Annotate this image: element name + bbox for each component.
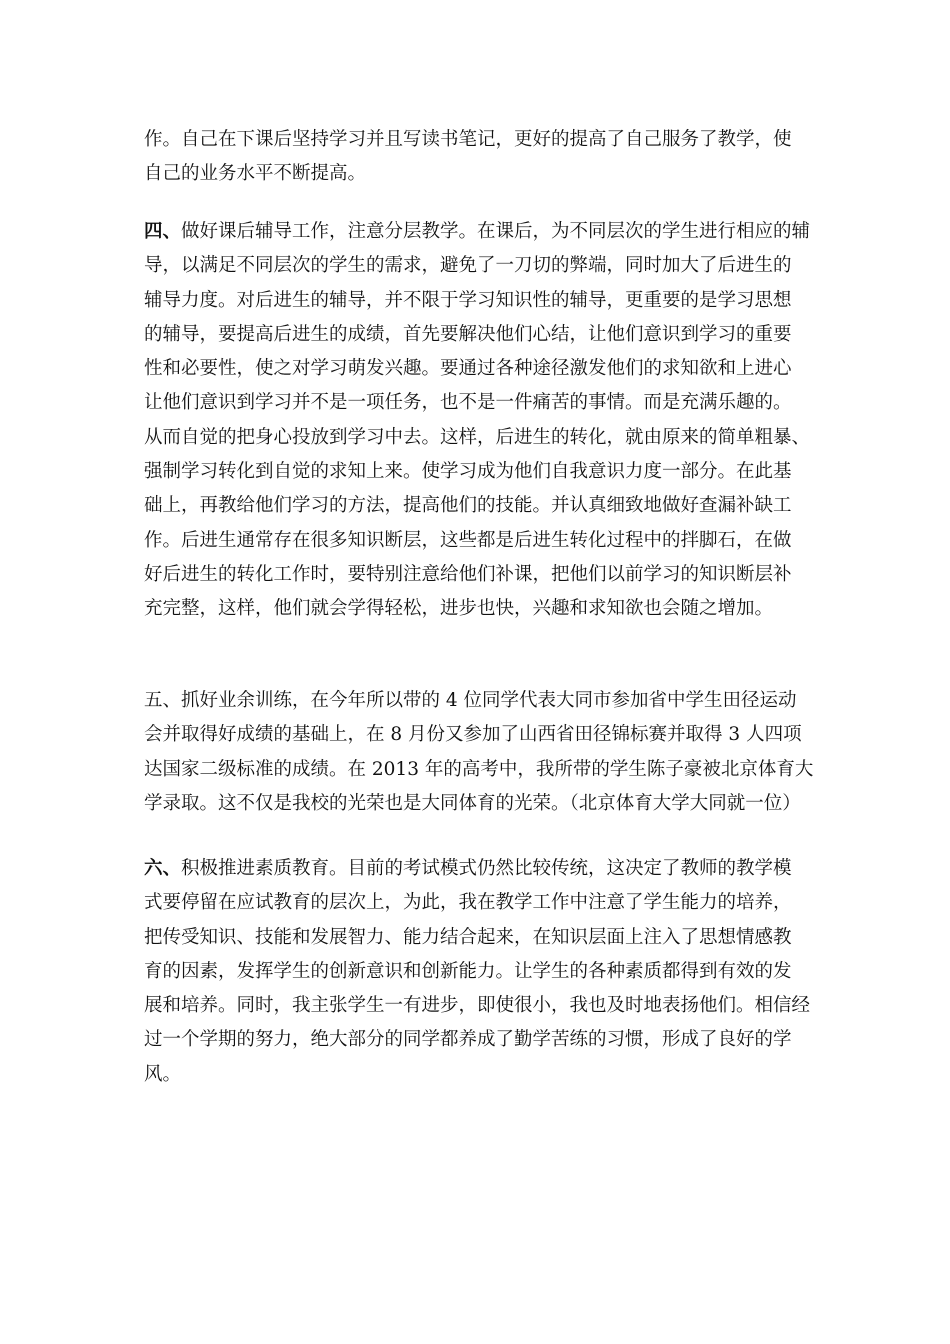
text-line: 育的因素，发挥学生的创新意识和创新能力。让学生的各种素质都得到有效的发 (144, 960, 792, 982)
text-line: 础上，再教给他们学习的方法，提高他们的技能。并认真细致地做好查漏补缺工 (144, 495, 792, 517)
text-line: 学录取。这不仅是我校的光荣也是大同体育的光荣。（北京体育大学大同就一位） (144, 792, 801, 814)
text-line: 作。后进生通常存在很多知识断层，这些都是后进生转化过程中的拌脚石，在做 (144, 529, 792, 551)
section-six-heading: 六、 (144, 858, 182, 879)
text-line: 让他们意识到学习并不是一项任务，也不是一件痛苦的事情。而是充满乐趣的。 (144, 392, 792, 414)
text-line: 自己的业务水平不断提高。 (144, 163, 367, 185)
text-line: 辅导力度。对后进生的辅导，并不限于学习知识性的辅导，更重要的是学习思想 (144, 289, 792, 311)
section-four-heading: 四、 (144, 221, 182, 242)
text-line: 会并取得好成绩的基础上，在 8 月份又参加了山西省田径锦标赛并取得 3 人四项 (144, 724, 802, 746)
text-line-first (144, 215, 814, 249)
text-line-first (144, 852, 814, 886)
text-line: 的辅导，要提高后进生的成绩，首先要解决他们心结，让他们意识到学习的重要 (144, 323, 792, 345)
text-line: 达国家二级标准的成绩。在 2013 年的高考中，我所带的学生陈子豪被北京体育大 (144, 758, 814, 780)
text-line: 把传受知识、技能和发展智力、能力结合起来，在知识层面上注入了思想情感教 (144, 926, 792, 948)
text-line: 强制学习转化到自觉的求知上来。使学习成为他们自我意识力度一部分。在此基 (144, 461, 792, 483)
text-line: 风。 (144, 1063, 182, 1085)
text-line: 充完整，这样，他们就会学得轻松，进步也快，兴趣和求知欲也会随之增加。 (144, 598, 774, 620)
paragraph-continued (144, 123, 814, 192)
text-line: 性和必要性，使之对学习萌发兴趣。要通过各种途径激发他们的求知欲和上进心 (144, 358, 792, 380)
paragraph-section-four (144, 215, 814, 627)
text-line: 展和培养。同时，我主张学生一有进步，即使很小，我也及时地表扬他们。相信经 (144, 995, 811, 1017)
text-line: 五、抓好业余训练，在今年所以带的 4 位同学代表大同市参加省中学生田径运动 (144, 690, 797, 711)
text-line: 式要停留在应试教育的层次上，为此，我在教学工作中注意了学生能力的培养， (144, 892, 792, 914)
text-line: 作。自己在下课后坚持学习并且写读书笔记，更好的提高了自己服务了教学，使 (144, 129, 792, 150)
text-line: 好后进生的转化工作时，要特别注意给他们补课，把他们以前学习的知识断层补 (144, 563, 792, 585)
text-line: 积极推进素质教育。目前的考试模式仍然比较传统，这决定了教师的教学模 (181, 858, 792, 879)
paragraph-section-six (144, 852, 814, 1092)
paragraph-section-five (144, 684, 814, 821)
text-line: 过一个学期的努力，绝大部分的同学都养成了勤学苦练的习惯，形成了良好的学 (144, 1029, 792, 1051)
text-line: 从而自觉的把身心投放到学习中去。这样，后进生的转化，就由原来的简单粗暴、 (144, 426, 811, 448)
text-line: 导，以满足不同层次的学生的需求，避免了一刀切的弊端，同时加大了后进生的 (144, 255, 792, 277)
text-line: 做好课后辅导工作，注意分层教学。在课后，为不同层次的学生进行相应的辅 (181, 221, 811, 242)
